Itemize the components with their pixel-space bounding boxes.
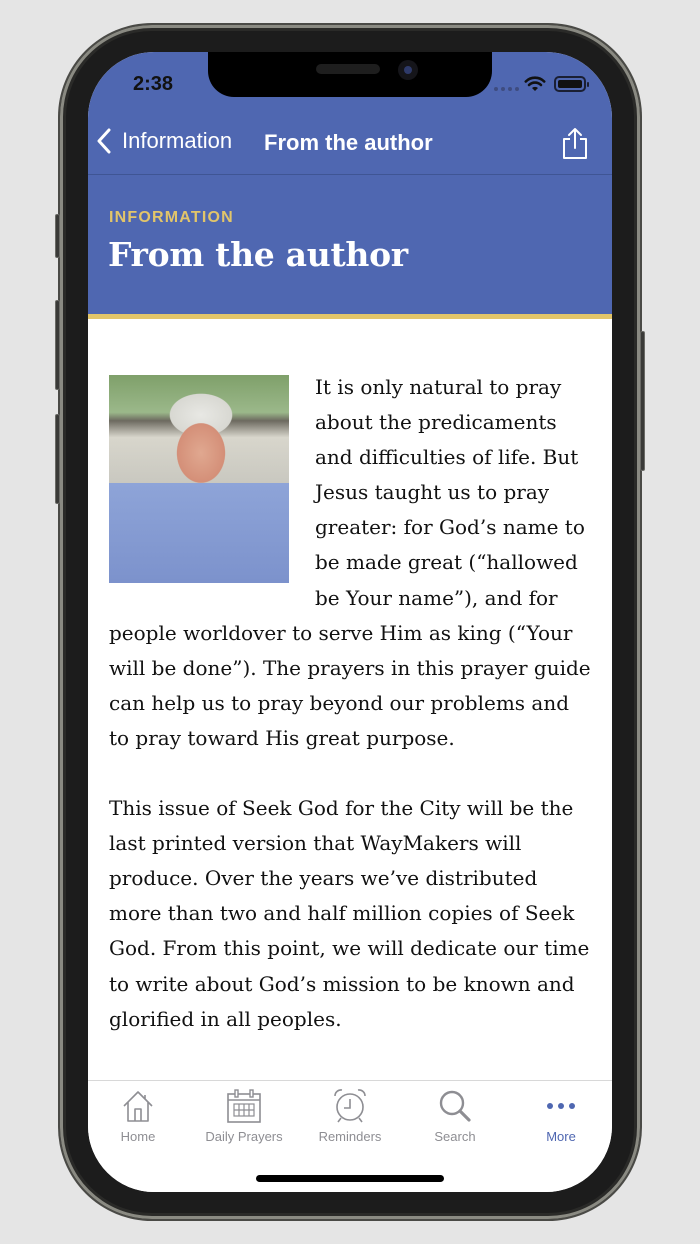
status-time: 2:38	[133, 73, 174, 95]
chevron-left-icon	[96, 128, 112, 154]
header-divider	[88, 314, 612, 319]
article-body[interactable]	[109, 370, 593, 1072]
page-title: From the author	[108, 235, 408, 274]
article-paragraph: This issue of Seek God for the City will be the last printed version that WayMakers will produce. Over the years we’ve distributed more than two and half million copies of Seek God. From this point, we will dedicate our time to write about God’s mission to be known and glorified in all peoples.	[109, 796, 590, 1031]
speaker-grille	[316, 64, 380, 74]
tab-home[interactable]	[88, 1087, 190, 1144]
tab-label: Daily Prayers	[205, 1129, 283, 1144]
tab-label: More	[546, 1129, 576, 1144]
tab-label: Reminders	[318, 1129, 382, 1144]
back-button[interactable]	[96, 128, 232, 154]
share-button[interactable]	[560, 126, 590, 165]
share-icon	[560, 126, 590, 160]
tab-label: Search	[434, 1129, 476, 1144]
home-icon	[121, 1089, 155, 1123]
article-paragraph: It is only natural to pray about the predicaments and difficulties of life. But Jesus taught us to pray greater: for God’s name to be made great (“hallowed be Your name”), and for people worldover to serve Him as king (“Your will be done”). The prayers in this prayer guide can help us to pray beyond our problems and to pray toward His great purpose.	[109, 375, 591, 750]
battery-icon	[554, 76, 586, 92]
author-photo	[109, 375, 289, 583]
front-camera	[398, 60, 418, 80]
search-icon	[438, 1089, 472, 1123]
nav-title: From the author	[264, 130, 433, 155]
notch	[208, 52, 492, 97]
screen	[88, 52, 612, 1192]
tab-reminders[interactable]	[298, 1087, 402, 1144]
wifi-icon	[524, 75, 546, 93]
alarm-clock-icon	[332, 1088, 368, 1124]
cellular-signal-icon	[494, 87, 519, 91]
tab-daily-prayers[interactable]	[192, 1087, 296, 1144]
tab-more[interactable]	[509, 1087, 612, 1144]
home-indicator[interactable]	[256, 1175, 444, 1182]
page-header	[88, 175, 612, 314]
tab-search[interactable]	[403, 1087, 507, 1144]
back-label: Information	[122, 128, 233, 153]
volume-down-button	[55, 414, 60, 504]
volume-up-button	[55, 300, 60, 390]
section-eyebrow: INFORMATION	[109, 209, 234, 226]
calendar-icon	[226, 1089, 262, 1123]
mute-switch	[55, 214, 60, 258]
power-button	[640, 331, 645, 471]
tab-label: Home	[120, 1129, 156, 1144]
more-icon	[544, 1089, 578, 1123]
